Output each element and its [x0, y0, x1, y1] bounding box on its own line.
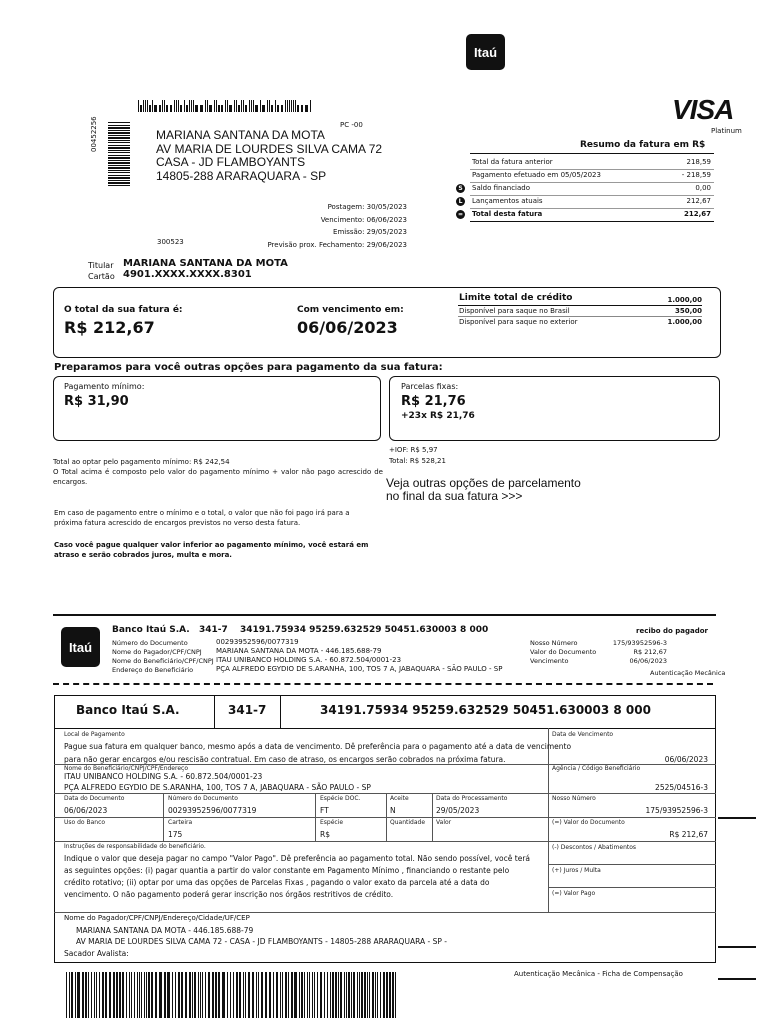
- juros-label: (+) Juros / Multa: [552, 867, 601, 874]
- info-partial-payment: Em caso de pagamento entre o mínimo e o total, o valor que não foi pago irá para a próxima fatura acrescido de encargos previstos no verso desta fatura.: [54, 509, 350, 527]
- receipt-value: MARIANA SANTANA DA MOTA - 446.185.688-79: [216, 647, 382, 655]
- vencimento-date: Vencimento: 06/06/2023: [320, 215, 407, 224]
- titular-label: Titular: [88, 261, 114, 270]
- receipt-right-value: R$ 212,67: [633, 648, 667, 656]
- cartao-label: Cartão: [88, 272, 115, 281]
- slip-field-label: Aceite: [390, 795, 409, 802]
- receipt-label: Endereço do Beneficiário: [112, 666, 194, 674]
- address-city: 14805-288 ARARAQUARA - SP: [156, 168, 327, 183]
- benef-line2: PÇA ALFREDO EGYDIO DE S.ARANHA, 100, TOS 7 A, JABAQUARA - SÃO PAULO - SP: [64, 783, 371, 792]
- receipt-auth: Autenticação Mecânica: [650, 669, 726, 677]
- agencia-value: 2525/04516-3: [655, 783, 708, 792]
- summary-row-value: 218,59: [686, 158, 711, 166]
- iof: +IOF: R$ 5,97: [389, 446, 438, 454]
- limit-row-brasil: Disponível para saque no Brasil: [459, 307, 570, 315]
- slip-field-value: 175: [168, 830, 183, 839]
- slip-field-label: Data do Processamento: [436, 795, 508, 802]
- parc-total: Total: R$ 528,21: [389, 457, 446, 465]
- min-payment-box: [53, 376, 381, 441]
- limit-value: 1.000,00: [667, 296, 702, 304]
- limit-row-brasil-value: 350,00: [674, 307, 702, 315]
- installments-box: [389, 376, 720, 441]
- slip-field-label: Número do Documento: [168, 795, 238, 802]
- address-street: AV MARIA DE LOURDES SILVA CAMA 72: [156, 141, 383, 156]
- limit-row-exterior: Disponível para saque no exterior: [459, 318, 578, 326]
- cut-line: [53, 683, 713, 685]
- more-options-line2: no final da sua fatura >>>: [386, 489, 523, 503]
- limit-title: Limite total de crédito: [459, 293, 573, 303]
- summary-row-label: Saldo financiado: [472, 184, 531, 192]
- summary-row-value: - 218,59: [681, 171, 711, 179]
- slip-field-value: 06/06/2023: [64, 806, 108, 815]
- local-text1: Pague sua fatura em qualquer banco, mesmo após a data de vencimento. Dê preferência para o pagamento até a data de vencimento: [64, 742, 572, 751]
- total-box: [53, 287, 721, 358]
- summary-row-label: Total desta fatura: [472, 210, 543, 218]
- agencia-label: Agência / Código Beneficiário: [552, 765, 641, 772]
- summary-row-icon: S: [456, 184, 465, 193]
- receipt-right-label: Nosso Número: [530, 639, 578, 647]
- slip-field-value: 29/05/2023: [436, 806, 480, 815]
- total-value: R$ 212,67: [64, 318, 155, 337]
- receipt-value: ITAU UNIBANCO HOLDING S.A. - 60.872.504/0001-23: [216, 656, 402, 664]
- more-options-link[interactable]: [386, 477, 581, 503]
- min-label: Pagamento mínimo:: [64, 382, 145, 391]
- slip-field-label: Espécie: [320, 819, 344, 826]
- min-value: R$ 31,90: [64, 394, 129, 409]
- receipt-label: Nome do Beneficiário/CPF/CNPJ: [112, 657, 214, 665]
- parc-detail: +23x R$ 21,76: [401, 411, 475, 421]
- address-name: MARIANA SANTANA DA MOTA: [156, 128, 325, 142]
- parc-label: Parcelas fixas:: [401, 382, 459, 391]
- instr-label: Instruções de responsabilidade do beneficiário.: [64, 843, 206, 850]
- receipt-label: Número do Documento: [112, 639, 188, 647]
- receipt-title: recibo do pagador: [636, 627, 709, 635]
- parc-value: R$ 21,76: [401, 394, 466, 409]
- payer-line1: MARIANA SANTANA DA MOTA - 446.185.688-79: [76, 926, 254, 935]
- receipt-code: 341-7: [199, 625, 228, 635]
- payer-label: Nome do Pagador/CPF/CNPJ/Endereço/Cidade/UF/CEP: [64, 914, 250, 922]
- summary-row-value: 212,67: [683, 210, 711, 218]
- payment-barcode: [66, 972, 396, 1018]
- min-total-note: [53, 457, 383, 487]
- receipt-right-label: Vencimento: [530, 657, 569, 665]
- dates-block: [267, 201, 407, 251]
- venc-label: Data de Vencimento: [552, 731, 614, 738]
- receipt-right-value: 175/93952596-3: [612, 639, 667, 647]
- titular-name: MARIANA SANTANA DA MOTA: [123, 258, 288, 269]
- summary-row-icon: =: [457, 211, 464, 218]
- receipt-value: 00293952596/0077319: [216, 638, 299, 646]
- info-late-payment: Caso você pague qualquer valor inferior ao pagamento mínimo, você estará em atraso e serão cobrados juros, multa e mora.: [54, 541, 369, 559]
- card-tier: Platinum: [711, 127, 742, 135]
- slip-field-value: 175/93952596-3: [645, 806, 708, 815]
- receipt-value: PÇA ALFREDO EGYDIO DE S.ARANHA, 100, TOS 7 A, JABAQUARA - SÃO PAULO - SP: [216, 665, 503, 673]
- receipt-right-value: 06/06/2023: [629, 657, 667, 665]
- limit-row-exterior-value: 1.000,00: [667, 318, 702, 326]
- slip-line: 34191.75934 95259.632529 50451.630003 8 000: [320, 703, 651, 717]
- venc-value: 06/06/2023: [664, 755, 708, 764]
- slip-field-value: N: [390, 806, 396, 815]
- options-heading: Preparamos para você outras opções para pagamento da sua fatura:: [54, 362, 443, 373]
- summary-row-label: Lançamentos atuais: [472, 197, 543, 205]
- note-desc: O Total acima é composto pelo valor do pagamento mínimo + valor não pago acrescido de encargos.: [53, 468, 383, 486]
- descontos-label: (-) Descontos / Abatimentos: [552, 844, 637, 851]
- visa-logo: VISA: [672, 94, 734, 125]
- slip-field-value: R$: [320, 830, 330, 839]
- instr-text: Indique o valor que deseja pagar no campo "Valor Pago". Dê preferência ao pagamento total. Não sendo possível, você terá as seguintes opções: (i) pagar quantia a partir do valor constante em Pagamento Mínimo , financiando o restante pelo crédito rotativo; (ii) optar por uma das opções de Parcelas Fixas , pagando o valor exato da parcela até a data do vencimento. O não pagamento poderá gerar inscrição nos órgãos restritivos de crédito.: [64, 854, 530, 899]
- summary-title: Resumo da fatura em R$: [580, 140, 706, 150]
- receipt-label: Nome do Pagador/CPF/CNPJ: [112, 648, 202, 656]
- receipt-fields: [112, 639, 214, 675]
- summary-row-label: Total da fatura anterior: [472, 158, 553, 166]
- pc-code: PC -00: [340, 121, 363, 129]
- address-block: [156, 129, 382, 183]
- receipt-values: [216, 638, 502, 674]
- more-options-line1: Veja outras opções de parcelamento: [386, 476, 581, 490]
- itau-logo-receipt: Itaú: [61, 627, 100, 667]
- emissao-date: Emissão: 29/05/2023: [333, 228, 407, 236]
- slip-field-label: Valor: [436, 819, 452, 826]
- slip-field-label: Nosso Número: [552, 795, 596, 802]
- slip-field-label: Carteira: [168, 819, 193, 826]
- postagem-date: Postagem: 30/05/2023: [327, 203, 407, 211]
- receipt-right-label: Valor do Documento: [530, 648, 597, 656]
- note-total: Total ao optar pelo pagamento mínimo: R$ 242,54: [53, 458, 230, 466]
- summary-row-icon: L: [456, 197, 465, 206]
- doc-code: 300523: [157, 238, 184, 246]
- address-district: CASA - JD FLAMBOYANTS: [156, 155, 306, 169]
- previsao-date: Previsão prox. Fechamento: 29/06/2023: [267, 240, 407, 249]
- side-code: 00452256: [90, 116, 98, 152]
- receipt-line: 34191.75934 95259.632529 50451.630003 8 000: [240, 625, 489, 635]
- side-barcode: [108, 122, 130, 188]
- itau-logo: Itaú: [466, 34, 505, 70]
- benef-label: Nome do Beneficiário/CNPJ/CPF/Endereço: [64, 765, 188, 772]
- slip-code: 341-7: [228, 703, 267, 717]
- due-label: Com vencimento em:: [297, 305, 404, 315]
- local-text2: para não gerar encargos e/ou rescisão contratual. Em caso de atraso, os encargos serão cobrados na próxima fatura.: [64, 755, 506, 764]
- slip-field-value: 00293952596/0077319: [168, 806, 257, 815]
- receipt-right-values: [613, 639, 667, 666]
- slip-field-value: FT: [320, 806, 329, 815]
- receipt-right-labels: [530, 639, 596, 666]
- postal-barcode: [138, 100, 348, 112]
- slip-field-label: Espécie DOC.: [320, 795, 361, 802]
- slip-field-value: R$ 212,67: [669, 830, 708, 839]
- summary-row-label: Pagamento efetuado em 05/05/2023: [472, 171, 601, 179]
- total-label: O total da sua fatura é:: [64, 305, 183, 315]
- sacador: Sacador Avalista:: [64, 949, 129, 958]
- slip-field-label: Quantidade: [390, 819, 426, 826]
- slip-footer: Autenticação Mecânica - Ficha de Compensação: [514, 970, 683, 978]
- payment-slip: [54, 695, 716, 963]
- summary-row-value: 0,00: [695, 184, 711, 192]
- local-label: Local de Pagamento: [64, 731, 125, 738]
- receipt-bank: Banco Itaú S.A.: [112, 625, 190, 635]
- summary-row-value: 212,67: [686, 197, 711, 205]
- slip-field-label: Uso do Banco: [64, 819, 106, 826]
- slip-field-label: Data do Documento: [64, 795, 125, 802]
- valor-pago-label: (=) Valor Pago: [552, 890, 596, 897]
- slip-bank: Banco Itaú S.A.: [76, 703, 180, 717]
- due-value: 06/06/2023: [297, 318, 398, 337]
- cartao-number: 4901.XXXX.XXXX.8301: [123, 269, 252, 280]
- payer-line2: AV MARIA DE LOURDES SILVA CAMA 72 - CASA - JD FLAMBOYANTS - 14805-288 ARARAQUARA - SP -: [76, 937, 447, 946]
- slip-field-label: (=) Valor do Documento: [552, 819, 625, 826]
- benef-line1: ITAU UNIBANCO HOLDING S.A. - 60.872.504/0001-23: [64, 772, 263, 781]
